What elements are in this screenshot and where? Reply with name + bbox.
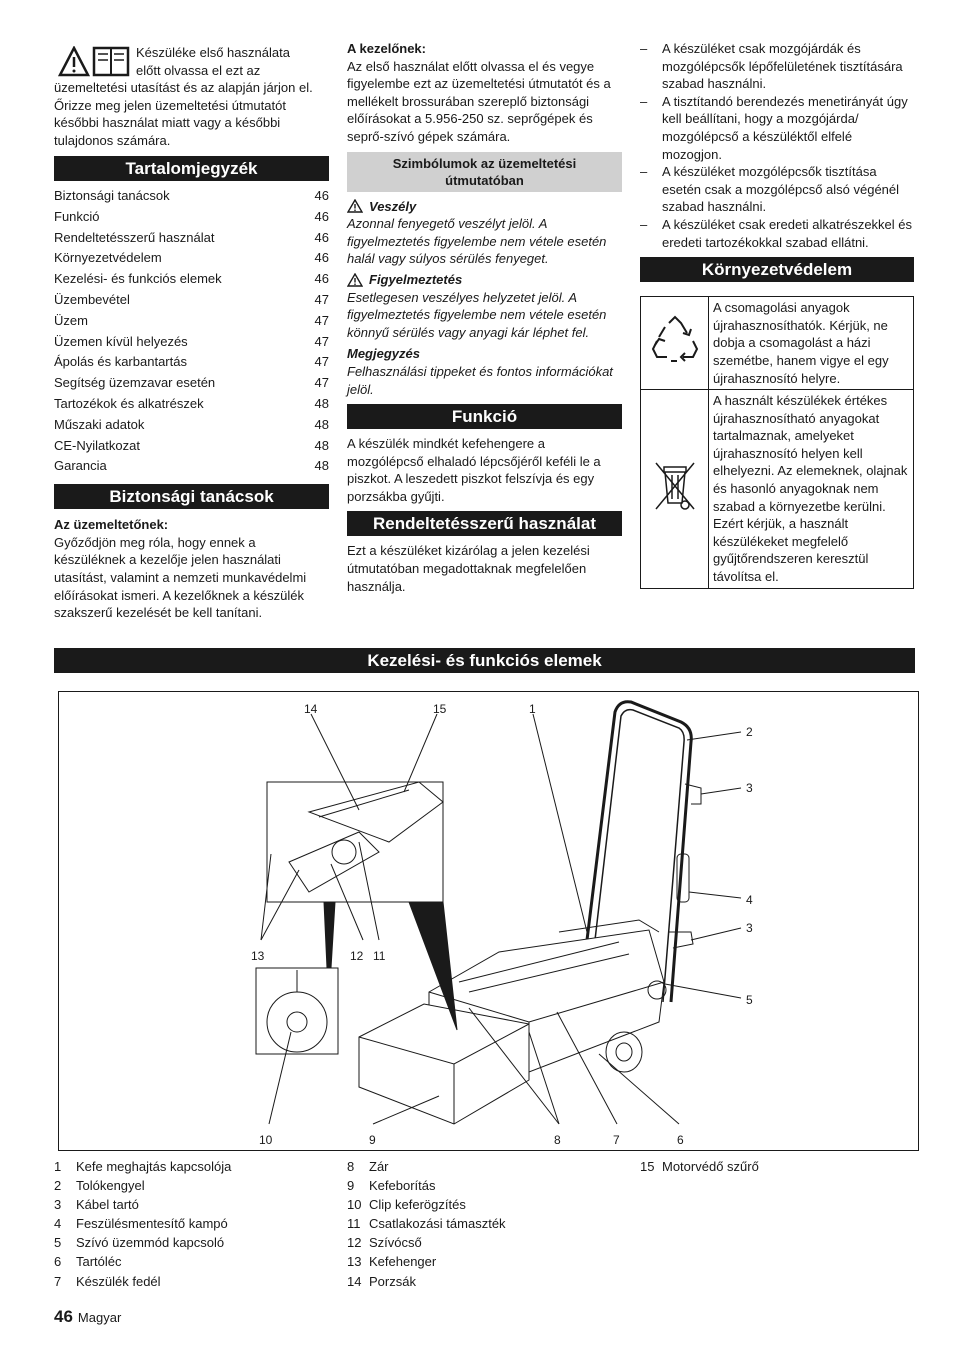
legend-item [54,1214,231,1233]
toc-page: 46 [314,271,329,287]
toc-row[interactable] [54,311,329,332]
callout-13: 13 [251,949,265,963]
env-row1-text: A csomagolási anyagok újrahasznosíthatók. Kérjük, ne dobja a csomagolást a házi szemétbe, hanem vigye el egy újrahasznosító helyre. [709,297,914,390]
weee-icon-cell [641,390,709,589]
legend-item [54,1195,231,1214]
recycle-icon-cell [641,297,709,390]
caution-text: Esetlegesen veszélyes helyzetet jelöl. A figyelmeztetés figyelembe nem vétele esetén könnyű sérülés vagy anyagi kár léphet fel. [347,289,607,340]
callout-15: 15 [433,702,447,716]
callout-12: 12 [350,949,364,963]
toc-row[interactable] [54,456,329,477]
toc-page: 46 [314,208,329,224]
warning-triangle-icon [347,273,363,287]
right-column [640,40,914,589]
toc-page: 46 [314,188,329,203]
toc-label: Segítség üzemzavar esetén [54,375,216,391]
toc-row[interactable] [54,186,329,207]
callout-3: 3 [746,781,753,795]
legend-col3 [640,1157,759,1176]
legend-item [347,1157,506,1176]
legend-text: Szívócső [369,1235,422,1251]
toc-page: 48 [314,458,329,474]
symbols-heading: Szimbólumok az üzemeltetési útmutatóban [347,152,622,192]
safety-text: Győződjön meg róla, hogy ennek a készüléknek a kezelője jelen használati utasítást, valamint a nemzeti munkavédelmi előírásokat ismeri. A kezelőknek a készülék szakszerű kezelését be kell tanítani. [54,534,307,621]
toc-label: Környezetvédelem [54,250,162,266]
intended-text: Ezt a készüléket kizárólag a jelen kezelési útmutatóban megadottaknak megfelelően használja. [347,543,590,594]
page-number: 46 [54,1307,73,1326]
toc-page: 47 [314,291,329,307]
env-heading: Környezetvédelem [640,257,914,282]
legend-col2 [347,1157,506,1291]
legend-item [347,1195,506,1214]
toc-label: Ápolás és karbantartás [54,354,187,370]
callout-4: 4 [746,893,753,907]
toc-page: 48 [314,437,329,453]
warning-triangle-icon [347,199,363,213]
legend-number: 9 [347,1178,355,1194]
safety-heading: Biztonsági tanácsok [54,484,329,509]
callout-7: 7 [613,1133,620,1147]
legend-text: Motorvédő szűrő [662,1159,759,1174]
crossed-bin-icon [650,459,700,515]
legend-text: Clip keferögzítés [369,1197,466,1213]
function-text: A készülék mindkét kefehengere a mozgólépcső elhaladó lépcsőjéről keféli le a piszkot. A leszedett piszkot felszívja és egy porzsákba gyűjti. [347,436,601,504]
toc-page: 48 [314,395,329,411]
note-label: Megjegyzés [347,346,420,362]
legend-number: 5 [54,1235,62,1251]
callout-1: 1 [529,702,536,716]
callout-11: 11 [373,949,386,963]
toc-page: 47 [314,354,329,370]
toc-page: 47 [314,333,329,349]
toc-label: Rendeltetésszerű használat [54,229,215,245]
intro-line1: Készüléke első használata [136,45,290,60]
toc-row[interactable] [54,436,329,457]
intro-line2: előtt olvassa el ezt az [136,62,261,78]
intro-rest: üzemeltetési utasítást és az alapján járjon el. Őrizze meg jelen üzemeltetési útmutatót későbbi használat miatt vagy a későbbi tulajdonos számára. [54,80,313,148]
controls-heading: Kezelési- és funkciós elemek [54,648,915,673]
legend-number: 12 [347,1235,362,1251]
legend-number: 2 [54,1178,62,1194]
legend-text: Kefe meghajtás kapcsolója [76,1159,232,1174]
legend-number: 1 [54,1159,62,1174]
legend-text: Kábel tartó [76,1197,139,1213]
legend-text: Kefeborítás [369,1178,436,1194]
legend-number: 8 [347,1159,355,1174]
toc-label: Kezelési- és funkciós elemek [54,271,222,287]
function-heading: Funkció [347,404,622,429]
legend-item [347,1176,506,1195]
legend-number: 14 [347,1273,362,1289]
intended-item: – A készüléket csak eredeti alkatrészekkel és eredeti tartozékokkal szabad ellátni. [640,216,913,250]
toc-page: 47 [314,375,329,391]
legend-text: Zár [369,1159,389,1174]
left-column [54,44,329,622]
toc-row[interactable] [54,269,329,290]
recycle-icon [647,313,703,369]
legend-item [54,1157,231,1176]
legend-text: Kefehenger [369,1254,437,1270]
danger-label-row [347,198,622,216]
intended-item: – A készüléket csak mozgójárdák és mozgólépcsők lépőfelületének tisztítására szabad használni. [640,41,903,92]
legend-item [54,1233,231,1252]
toc-row[interactable] [54,332,329,353]
toc-row[interactable] [54,248,329,269]
legend-number: 15 [640,1159,655,1174]
callout-6: 6 [677,1133,684,1147]
danger-text: Azonnal fenyegető veszélyt jelöl. A figyelmeztetés figyelembe nem vétele esetén halál vagy súlyos sérülés fenyeget. [347,216,607,267]
toc-row[interactable] [54,394,329,415]
toc-page: 48 [314,416,329,432]
legend-text: Feszülésmentesítő kampó [76,1216,228,1232]
legend-number: 3 [54,1197,62,1213]
intro [54,44,329,148]
toc-page: 46 [314,250,329,266]
toc-row[interactable] [54,290,329,311]
legend-item [54,1176,231,1195]
callout-2: 2 [746,725,753,739]
toc-row[interactable] [54,415,329,436]
legend-item [640,1157,759,1176]
toc-page: 47 [314,312,329,328]
toc-row[interactable] [54,352,329,373]
intended-item: – A készüléket mozgólépcsők tisztítása esetén csak a mozgólépcső alsó végénél szabad használni. [640,164,900,215]
legend-number: 4 [54,1216,62,1232]
callout-9: 9 [369,1133,376,1147]
warning-book-icon [58,46,132,78]
legend-item [347,1272,506,1291]
middle-column [347,40,622,595]
toc-page: 46 [314,229,329,245]
legend-number: 13 [347,1254,362,1270]
intended-item: – A tisztítandó berendezés menetirányát úgy kell beállítani, hogy a mozgójárda/ mozgólépcső a készüléktől elfelé mozogjon. [640,93,908,162]
note-text: Felhasználási tippeket és fontos információkat jelöl. [347,363,613,397]
caution-label: Figyelmeztetés [369,271,463,287]
legend-number: 10 [347,1197,362,1213]
callout-3b: 3 [746,921,753,935]
callout-10: 10 [259,1133,273,1147]
safety-subhead: Az üzemeltetőnek: [54,517,169,533]
toc-label: Garancia [54,458,107,474]
toc-row[interactable] [54,373,329,394]
toc-row[interactable] [54,228,329,249]
legend-text: Csatlakozási támaszték [369,1216,506,1232]
legend-item [347,1252,506,1271]
toc-label: CE-Nyilatkozat [54,437,140,453]
intended-heading: Rendeltetésszerű használat [347,511,622,536]
legend-text: Tolókengyel [76,1178,145,1194]
operator-text: Az első használat előtt olvassa el és vegye figyelembe ezt az üzemeltetési útmutatót és a mellékelt brossurában szereplő biztonsági előírásokat a 5.956-250 sz. seprőgépek és seprő-szívó gépek számára. [347,58,611,144]
legend-text: Tartóléc [76,1254,122,1270]
env-row2-text: A használt készülékek értékes újrahasznosítható anyagokat tartalmaznak, amelyeket újrahasznosító helyen kell elhelyezni. Az elemeknek, olajnak és hasonló anyagoknak nem szabad a környezetbe kerülni. Ezért kérjük, a használt készülékeket megfelelő gyűjtőrendszeren keresztül távolítsa el. [709,390,914,589]
page-language: Magyar [77,1310,122,1325]
toc-label: Funkció [54,208,100,224]
legend-number: 6 [54,1254,62,1270]
callout-8: 8 [554,1133,561,1147]
toc-heading: Tartalomjegyzék [54,156,329,181]
legend-text: Szívó üzemmód kapcsoló [76,1235,225,1251]
legend-item [54,1272,231,1291]
machine-figure [58,691,919,1151]
legend-col1 [54,1157,231,1291]
env-table [640,296,914,589]
toc-label: Üzem [54,312,88,328]
legend-text: Porzsák [369,1273,416,1289]
toc-list [54,186,329,477]
toc-label: Üzembevétel [54,291,130,307]
toc-label: Üzemen kívül helyezés [54,333,188,349]
danger-label: Veszély [369,198,417,214]
callout-14: 14 [304,702,318,716]
legend-item [347,1214,506,1233]
operator-subhead: A kezelőnek: [347,41,426,56]
legend-number: 11 [347,1216,361,1232]
toc-row[interactable] [54,207,329,228]
toc-label: Tartozékok és alkatrészek [54,395,204,411]
page-footer [54,1307,121,1327]
machine-drawing [59,692,920,1152]
legend-item [54,1252,231,1271]
legend-text: Készülék fedél [76,1273,161,1289]
caution-label-row [347,271,622,289]
toc-label: Biztonsági tanácsok [54,188,170,203]
legend-number: 7 [54,1273,62,1289]
legend-item [347,1233,506,1252]
callout-5: 5 [746,993,753,1007]
toc-label: Műszaki adatok [54,416,145,432]
